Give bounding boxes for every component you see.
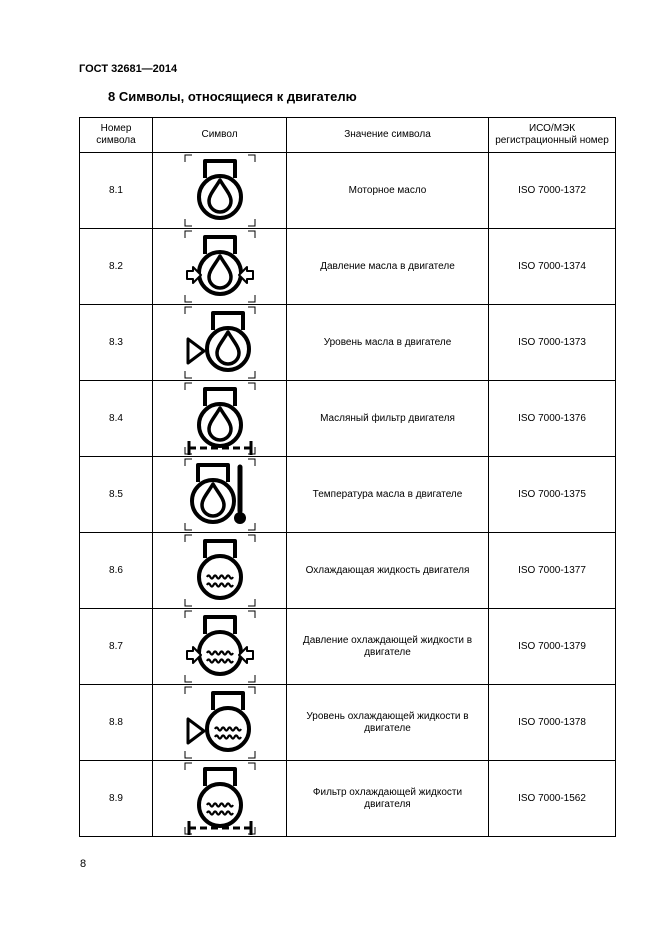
symbol-number: 8.6 (80, 533, 153, 609)
engine-coolant-icon (183, 533, 257, 608)
symbol-number: 8.1 (80, 153, 153, 229)
symbol-cell (153, 685, 287, 761)
document-code: ГОСТ 32681—2014 (79, 63, 178, 75)
registration-number: ISO 7000-1372 (489, 153, 616, 229)
table-row (80, 761, 616, 837)
table-row (80, 381, 616, 457)
header-symbol: Символ (153, 118, 287, 153)
header-number: Номер символа (80, 118, 153, 153)
symbol-cell (153, 305, 287, 381)
symbol-number: 8.4 (80, 381, 153, 457)
page-number: 8 (80, 858, 87, 870)
registration-number: ISO 7000-1378 (489, 685, 616, 761)
registration-number: ISO 7000-1374 (489, 229, 616, 305)
table-row (80, 457, 616, 533)
engine-oil-level-icon (183, 305, 257, 380)
engine-oil-pressure-icon (183, 229, 257, 304)
symbol-meaning: Фильтр охлаждающей жидкости двигателя (287, 761, 489, 837)
header-meaning: Значение символа (287, 118, 489, 153)
table-row (80, 229, 616, 305)
table-row (80, 533, 616, 609)
symbol-number: 8.3 (80, 305, 153, 381)
section-title: 8 Символы, относящиеся к двигателю (108, 89, 357, 104)
symbol-meaning: Масляный фильтр двигателя (287, 381, 489, 457)
symbol-number: 8.5 (80, 457, 153, 533)
symbol-cell (153, 229, 287, 305)
engine-coolant-level-icon (183, 685, 257, 760)
symbol-meaning: Охлаждающая жидкость двигателя (287, 533, 489, 609)
symbol-meaning: Уровень масла в двигателе (287, 305, 489, 381)
table-row (80, 685, 616, 761)
engine-oil-icon (183, 153, 257, 228)
symbol-cell (153, 761, 287, 837)
symbol-number: 8.8 (80, 685, 153, 761)
symbol-meaning: Давление масла в двигателе (287, 229, 489, 305)
engine-oil-filter-icon (183, 381, 257, 456)
engine-coolant-filter-icon (183, 761, 257, 836)
symbol-cell (153, 609, 287, 685)
symbol-meaning: Давление охлаждающей жидкости в двигателе (287, 609, 489, 685)
table-row (80, 305, 616, 381)
symbol-meaning: Температура масла в двигателе (287, 457, 489, 533)
symbol-meaning: Уровень охлаждающей жидкости в двигателе (287, 685, 489, 761)
registration-number: ISO 7000-1379 (489, 609, 616, 685)
engine-coolant-pressure-icon (183, 609, 257, 684)
symbol-cell (153, 533, 287, 609)
symbols-table (79, 117, 616, 837)
registration-number: ISO 7000-1562 (489, 761, 616, 837)
registration-number: ISO 7000-1377 (489, 533, 616, 609)
symbol-cell (153, 153, 287, 229)
symbol-cell (153, 381, 287, 457)
engine-oil-temperature-icon (183, 457, 257, 532)
symbol-cell (153, 457, 287, 533)
registration-number: ISO 7000-1373 (489, 305, 616, 381)
registration-number: ISO 7000-1375 (489, 457, 616, 533)
symbol-number: 8.9 (80, 761, 153, 837)
symbol-number: 8.2 (80, 229, 153, 305)
header-registration: ИСО/МЭК регистрационный номер (489, 118, 616, 153)
table-row (80, 153, 616, 229)
registration-number: ISO 7000-1376 (489, 381, 616, 457)
symbol-number: 8.7 (80, 609, 153, 685)
table-header-row (80, 118, 616, 153)
symbol-meaning: Моторное масло (287, 153, 489, 229)
table-row (80, 609, 616, 685)
